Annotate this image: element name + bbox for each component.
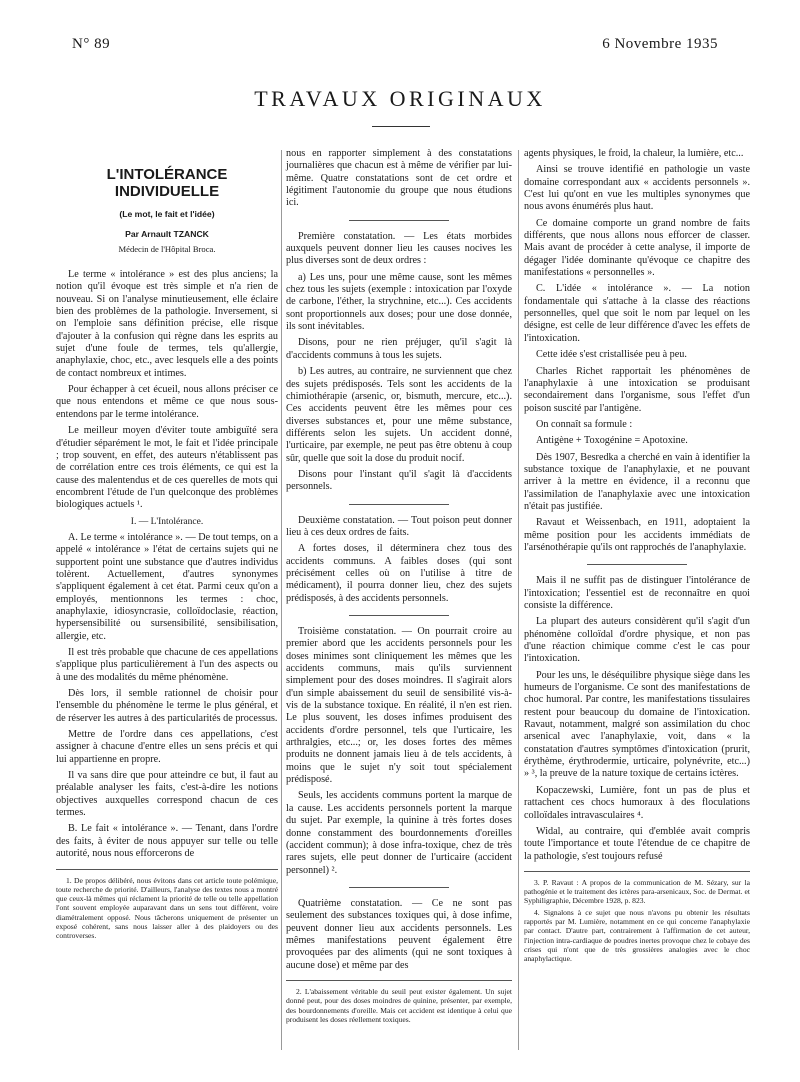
issue-number: N° 89 [72, 36, 111, 52]
paragraph: Il est très probable que chacune de ces appellations s'applique plus particulièrement à l'un des aspects ou à une des modalités du même phénomène. [56, 647, 278, 683]
footnote: 2. L'abaissement véritable du seuil peut exister également. Un sujet donné peut, pour des doses moindres de quinine, présenter, par exemple, des bourdonnements d'oreille. Mais cet accident est identique à celui que produisent les doses réellement toxiques. [286, 986, 512, 1024]
footnote: 3. P. Ravaut : A propos de la communication de M. Sézary, sur la pathogénie et le traitement des ictères para-arsenicaux, Soc. de Dermat. et Syphiligraphie, Décembre 1928, p. 823. [524, 877, 750, 906]
paragraph: Ainsi se trouve identifié en pathologie un vaste domaine correspondant aux « accidents personnels ». C'est lui qu'ont en vue les multiples synonymes que nous avons énumérés plus haut. [524, 164, 750, 213]
paragraph: Quatrième constatation. — Ce ne sont pas seulement des substances toxiques qui, à dose infime, peuvent donner lieu aux accidents personnels. Les mêmes manifestations peuvent également être provoquées par des aliments (qui ne sont toxiques à aucune dose) et même par des [286, 897, 512, 971]
issue-date: 6 Novembre 1935 [602, 36, 718, 52]
paragraph: nous en rapporter simplement à des constatations journalières que chacun est à même de vérifier par lui-même. Quatre constatations sont de cet ordre et légitiment l'autonomie du groupe que nous étudions ici. [286, 148, 512, 209]
paragraph: Dès lors, il semble rationnel de choisir pour l'ensemble du phénomène le terme le plus général, et de réserver les autres à des particularités de processus. [56, 688, 278, 724]
separator [349, 220, 449, 221]
separator [349, 615, 449, 616]
paragraph: C. L'idée « intolérance ». — La notion fondamentale qui s'attache à la classe des réactions personnelles, quel que soit le nom par lequel on les désigne, est celle de leur différence d'avec les effets de l'intoxication. [524, 283, 750, 344]
paragraph: La plupart des auteurs considèrent qu'il s'agit d'un phénomène colloïdal d'ordre physique, et non pas d'une réaction chimique comme c'est le cas pour l'intoxication. [524, 616, 750, 665]
footnote-rule [524, 871, 750, 872]
title-rule [372, 126, 430, 127]
paragraph: Mettre de l'ordre dans ces appellations, c'est assigner à chacune d'entre elles un sens précis et qui lui appartienne en propre. [56, 729, 278, 765]
paragraph: agents physiques, le froid, la chaleur, la lumière, etc... [524, 148, 744, 159]
separator [349, 887, 449, 888]
paragraph: Première constatation. — Les états morbides auxquels peuvent donner lieu les causes nocives les plus diverses sont de deux ordres : [286, 230, 512, 267]
article-affiliation: Médecin de l'Hôpital Broca. [118, 243, 216, 254]
column-3 [524, 148, 750, 966]
paragraph: Cette idée s'est cristallisée peu à peu. [536, 349, 687, 361]
paragraph: Disons pour l'instant qu'il s'agit là d'accidents personnels. [286, 468, 512, 493]
paragraph: Le meilleur moyen d'éviter toute ambiguïté sera d'étudier séparément le mot, le fait et l'idée principale ; trop souvent, en effet, des auteurs n'établissent pas de corrélation entre ces trois éléments, ce qui est la cause des malentendus et de ces querelles de mots qui encombrent l'étude de l'un quelconque des problèmes biologiques actuels ¹. [56, 425, 278, 511]
paragraph: Il va sans dire que pour atteindre ce but, il faut au préalable analyser les faits, c'est-à-dire les notions objectives auxquelles correspond chacun de ces termes. [56, 770, 278, 819]
formula: Antigène + Toxogénine = Apotoxine. [536, 435, 688, 447]
section-title: TRAVAUX ORIGINAUX [254, 86, 546, 111]
article-title: L'INTOLÉRANCE INDIVIDUELLE [106, 166, 228, 200]
separator [349, 504, 449, 505]
paragraph: Mais il ne suffit pas de distinguer l'intolérance de l'intoxication; l'essentiel est de reconnaître en quoi consiste la différence. [524, 575, 750, 611]
paragraph: Le terme « intolérance » est des plus anciens; la notion qu'il évoque est très simple et n'a rien de nouveau. Si on l'analyse minutieusement, elle éclaire bien des problèmes de la pathologie. Inversement, si on l'emploie sans définition précise, elle risque d'ajouter à la confusion qui règne dans les esprits au sujet d'une foule de termes, tels qu'allergie, anaphylaxie, choc, etc., avec lesquels elle a des points de contact nombreux et intimes. [56, 269, 278, 379]
footnote-rule [286, 980, 512, 981]
paragraph: a) Les uns, pour une même cause, sont les mêmes chez tous les sujets (exemple : intoxication par l'oxyde de carbone, l'éther, la strychnine, etc...). Ces accidents sont proportionnels aux doses; pour une dose donnée, ils sont inévitables. [286, 271, 512, 333]
paragraph: B. Le fait « intolérance ». — Tenant, dans l'ordre des faits, à éviter de nous appuyer sur telle ou telle autorité, nous nous efforcerons de [56, 823, 278, 860]
footnote-rule [56, 869, 278, 870]
paragraph: Charles Richet rapportait les phénomènes de l'anaphylaxie à une intoxication se produisant secondairement dans l'organisme, sous l'effet d'un poison suscité par l'antigène. [524, 365, 750, 414]
paragraph: Ravaut et Weissenbach, en 1911, adoptaient la même position pour les accidents immédiats de l'arsénothérapie qu'ils ont rapprochés de l'anaphylaxie. [524, 517, 750, 553]
paragraph: Ce domaine comporte un grand nombre de faits différents, que nous allons nous efforcer de classer. Mais avant de procéder à cette analyse, il importe de dégager l'idée dominante qu'évoque ce chapitre des manifestations « personnelles ». [524, 217, 750, 279]
paragraph: Pour les uns, le déséquilibre physique siège dans les humeurs de l'organisme. Ce sont des manifestations de choc humoral. Par contre, les manifestations tissulaires restent pour beaucoup du domaine de l'intoxication. Ravaut, notamment, malgré son assimilation du choc arsenical avec l'anaphylaxie, voit, dans « la constatation d'autres symptômes d'intoxication (prurit, érythème, érythrodermie, urticaire, polynévrite, etc...) » ³, la preuve de la nature toxique de certains ictères. [524, 669, 750, 780]
footnote: 1. De propos délibéré, nous évitons dans cet article toute polémique, toute recherche de priorité. D'ailleurs, l'analyse des textes nous a montré que ceux-là mêmes qui réclament la priorité de telle ou telle appellation l'ont souvent employée auparavant dans un sens tout différent, voire diamétralement opposé. Nous tâcherons uniquement de présenter un exposé cohérent, sans nous laisser aller à des plaidoyers ou des controverses. [56, 875, 278, 941]
paragraph: b) Les autres, au contraire, ne surviennent que chez des sujets prédisposés. Tels sont les accidents de la chimiothérapie (arsenic, or, bismuth, mercure, etc...). Ces accidents peuvent être les mêmes pour ces diverses substances et, pour une même substance, différents selon les sujets. Un accident donné, l'urticaire, par exemple, ne peut pas être obtenu à coup sûr, quelle que soit la dose du produit nocif. [286, 366, 512, 464]
paragraph: A fortes doses, il déterminera chez tous des accidents communs. A faibles doses (qui sont précisément celles où on l'utilise à titre de médicament), il pourra donner lieu, chez des sujets prédisposés, à des accidents personnels. [286, 543, 512, 604]
separator [587, 564, 687, 565]
article-author: Par Arnault TZANCK [125, 229, 209, 240]
paragraph: Deuxième constatation. — Tout poison peut donner lieu à ces deux ordres de faits. [286, 514, 512, 538]
paragraph: Pour échapper à cet écueil, nous allons préciser ce que nous entendons et même ce que nous sous-entendons par le terme intolérance. [56, 384, 278, 420]
paragraph: Widal, au contraire, qui d'emblée avait compris toute l'importance et toute l'étendue de ce chapitre de la pathologie, s'est toujours refusé [524, 825, 750, 862]
section-heading: I. — L'Intolérance. [130, 516, 204, 527]
paragraph: A. Le terme « intolérance ». — De tout temps, on a appelé « intolérance » l'état de certains sujets qui ne supportent point une substance que d'autres individus tolèrent. Actuellement, d'autres synonymes s'appliquent également à cet état. Parmi ceux qu'on a employés, mentionnons les termes : choc, anaphylaxie, idiosyncrasie, colloïdoclasie, réaction, hypersensibilité ou sursensibilité, sensibilisation, allergie, etc. [56, 531, 278, 642]
article-subtitle: (Le mot, le fait et l'idée) [119, 209, 215, 219]
paragraph: Dès 1907, Besredka a cherché en vain à identifier la substance toxique de l'anaphylaxie, et ne pouvant arriver à la mettre en évidence, il a reconnu que l'assimilation de l'anaphylaxie avec une intoxication n'était pas justifiée. [524, 451, 750, 512]
column-divider [518, 150, 519, 1050]
paragraph: Seuls, les accidents communs portent la marque de la cause. Les accidents personnels portent la marque du sujet. Par exemple, la quinine à très fortes doses donne constamment des bourdonnements d'oreilles (accident commun); à dose infra-toxique, chez de très rares sujets, elle peut donner de l'urticaire (accident personnel) ². [286, 790, 512, 876]
paragraph: On connaît sa formule : [536, 418, 633, 430]
column-2 [286, 148, 512, 1026]
paragraph: Troisième constatation. — On pourrait croire au premier abord que les accidents personnels pour les doses minimes sont cliniquement les mêmes que les accidents communs, mais qu'ils surviennent simplement pour des doses moindres. Il s'agirait alors d'un simple abaissement du seuil de sensibilité vis-à-vis de la substance toxique. En réalité, il n'en est rien. Le plus souvent, les doses infimes produisent des accidents d'ordre personnel, tels que l'urticaire, les arthralgies, etc...; or, les doses fortes des mêmes produits ne donnent jamais lieu à de tels accidents, à moins que le sujet n'y soit tout spécialement prédisposé. [286, 626, 512, 786]
paragraph: Kopaczewski, Lumière, font un pas de plus et rattachent ces chocs humoraux à des floculations colloïdales intravasculaires ⁴. [524, 784, 750, 821]
column-1 [56, 160, 278, 943]
footnote: 4. Signalons à ce sujet que nous n'avons pu obtenir les résultats rapportés par M. Lumière, notamment en ce qui concerne l'anaphylaxie par contact. D'autre part, contrairement à l'affirmation de cet auteur, l'injection intra-cardiaque de poudres inertes provoque chez le cobaye des crises qui n'ont que de très grossières analogies avec le choc anaphylactique. [524, 907, 750, 964]
paragraph: Disons, pour ne rien préjuger, qu'il s'agit là d'accidents communs à tous les sujets. [286, 337, 512, 361]
column-divider [281, 150, 282, 1050]
